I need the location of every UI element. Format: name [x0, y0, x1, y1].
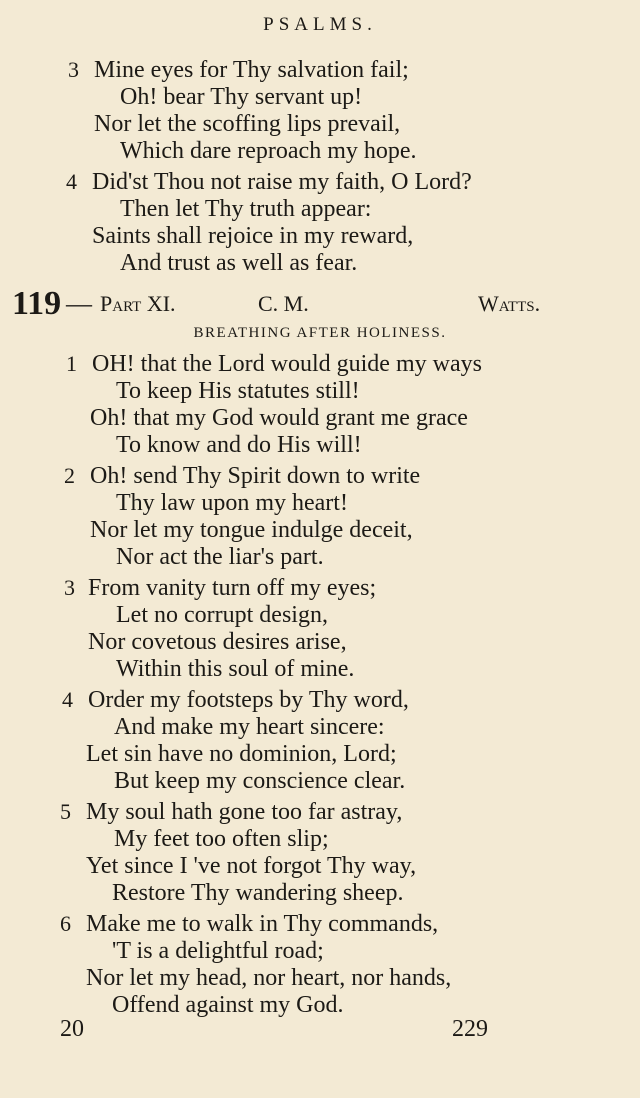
verse-line: Nor act the liar's part.: [116, 544, 324, 570]
hymn-meter: C. M.: [258, 291, 309, 316]
verse-line: Let no corrupt design,: [116, 602, 328, 628]
verse-line: Yet since I 've not forgot Thy way,: [86, 853, 417, 879]
stanza-number: 1: [66, 351, 77, 376]
verse-line: Offend against my God.: [112, 992, 344, 1018]
hymn-header: [0, 284, 640, 324]
verse-line: Oh! bear Thy servant up!: [120, 84, 363, 110]
verse-line: Mine eyes for Thy salvation fail;: [94, 57, 409, 83]
running-head: PSALMS.: [263, 14, 377, 35]
verse-line: Nor covetous desires arise,: [88, 629, 347, 655]
verse-line: Oh! send Thy Spirit down to write: [90, 463, 421, 489]
stanza-number: 5: [60, 799, 71, 824]
verse-line: Which dare reproach my hope.: [120, 138, 417, 164]
hymn-number: 119: [12, 285, 62, 322]
verse-line: To keep His statutes still!: [116, 378, 360, 404]
verse-line: Nor let my head, nor heart, nor hands,: [86, 965, 452, 991]
verse-line: But keep my conscience clear.: [114, 768, 406, 794]
verse-line: Nor let the scoffing lips prevail,: [94, 111, 401, 137]
hymn-part: Part XI.: [100, 291, 176, 316]
verse-line: Within this soul of mine.: [116, 656, 355, 682]
verse-line: Restore Thy wandering sheep.: [112, 880, 404, 906]
verse-line: OH! that the Lord would guide my ways: [92, 351, 482, 377]
page-number: 229: [452, 1016, 488, 1042]
verse-line: And make my heart sincere:: [114, 714, 385, 740]
hymn-subtitle: BREATHING AFTER HOLINESS.: [193, 325, 447, 341]
stanza-number: 3: [64, 575, 75, 600]
header-dash: —: [66, 289, 92, 318]
verse-line: From vanity turn off my eyes;: [88, 575, 377, 601]
verse-line: And trust as well as fear.: [120, 250, 358, 276]
verse-line: My feet too often slip;: [114, 826, 329, 852]
verse-line: Thy law upon my heart!: [116, 490, 348, 516]
verse-line: 'T is a delightful road;: [112, 938, 324, 964]
hymn-author: Watts.: [478, 291, 541, 316]
verse-line: Did'st Thou not raise my faith, O Lord?: [92, 169, 472, 195]
verse-line: Order my footsteps by Thy word,: [88, 687, 409, 713]
verse-line: To know and do His will!: [116, 432, 362, 458]
verse-line: Let sin have no dominion, Lord;: [86, 741, 397, 767]
verse-line: Nor let my tongue indulge deceit,: [90, 517, 413, 543]
verse-line: Make me to walk in Thy commands,: [86, 911, 439, 937]
stanza-number: 4: [62, 687, 73, 712]
signature-mark: 20: [60, 1016, 84, 1042]
stanza-number: 4: [66, 169, 77, 194]
verse-line: Oh! that my God would grant me grace: [90, 405, 468, 431]
stanza-number: 3: [68, 57, 79, 82]
verse-line: Saints shall rejoice in my reward,: [92, 223, 414, 249]
stanza-number: 6: [60, 911, 71, 936]
stanza-number: 2: [64, 463, 75, 488]
verse-line: My soul hath gone too far astray,: [86, 799, 403, 825]
verse-line: Then let Thy truth appear:: [120, 196, 372, 222]
